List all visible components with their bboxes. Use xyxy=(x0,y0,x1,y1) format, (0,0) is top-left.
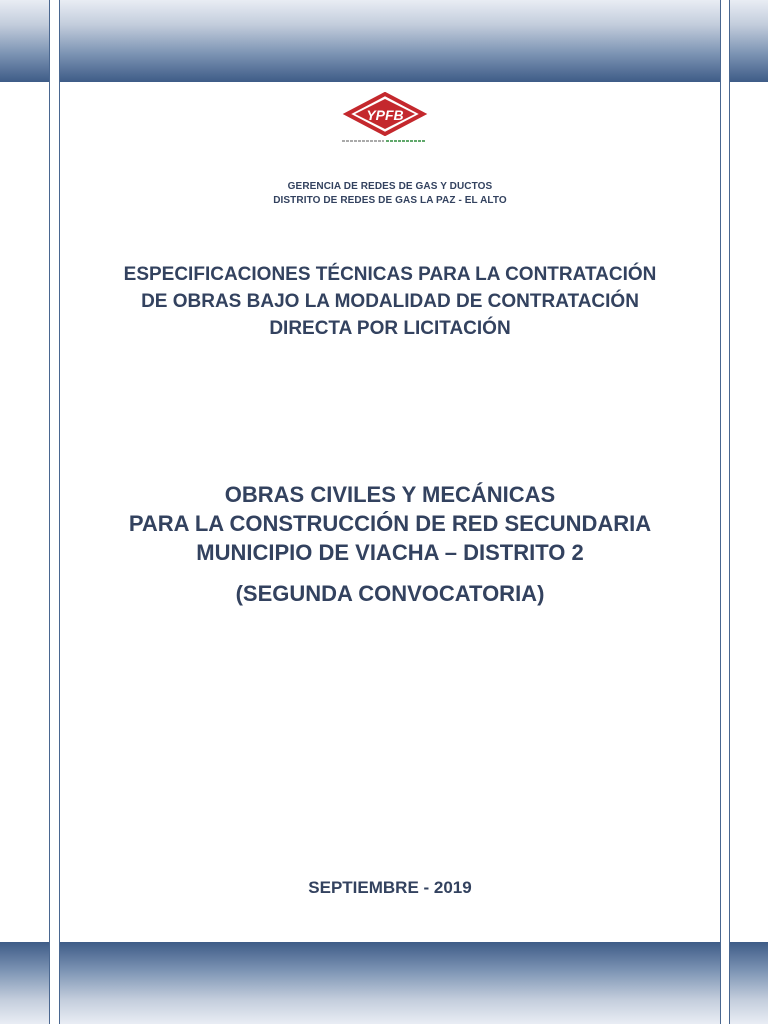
frame-line-right xyxy=(729,0,730,1024)
specifications-line-1: ESPECIFICACIONES TÉCNICAS PARA LA CONTRATACIÓN xyxy=(123,264,657,285)
bottom-band-left xyxy=(0,942,49,1024)
top-band-center xyxy=(60,0,720,82)
logo-tagline-icon xyxy=(340,136,430,146)
organization-line-1: GERENCIA DE REDES DE GAS Y DUCTOS xyxy=(287,181,493,192)
project-title-line-1: OBRAS CIVILES Y MECÁNICAS xyxy=(224,482,556,507)
document-date: SEPTIEMBRE - 2019 xyxy=(308,878,472,897)
top-band-left xyxy=(0,0,49,82)
specifications-line-3: DIRECTA POR LICITACIÓN xyxy=(269,318,511,339)
project-title-line-2: PARA LA CONSTRUCCIÓN DE RED SECUNDARIA xyxy=(128,511,652,536)
organization-line-2: DISTRITO DE REDES DE GAS LA PAZ - EL ALTO xyxy=(273,195,507,206)
logo-text: YPFB xyxy=(366,107,404,123)
frame-line-inner-right xyxy=(720,0,721,1024)
ypfb-diamond-logo-icon xyxy=(335,92,435,136)
specifications-line-2: DE OBRAS BAJO LA MODALIDAD DE CONTRATACIÓN xyxy=(141,291,639,312)
project-title-line-3: MUNICIPIO DE VIACHA – DISTRITO 2 xyxy=(196,540,584,565)
bottom-band-right xyxy=(730,942,768,1024)
frame-line-left xyxy=(49,0,50,1024)
bottom-band-center xyxy=(60,942,720,1024)
project-title-line-4: (SEGUNDA CONVOCATORIA) xyxy=(235,581,545,606)
top-band-right xyxy=(730,0,768,82)
